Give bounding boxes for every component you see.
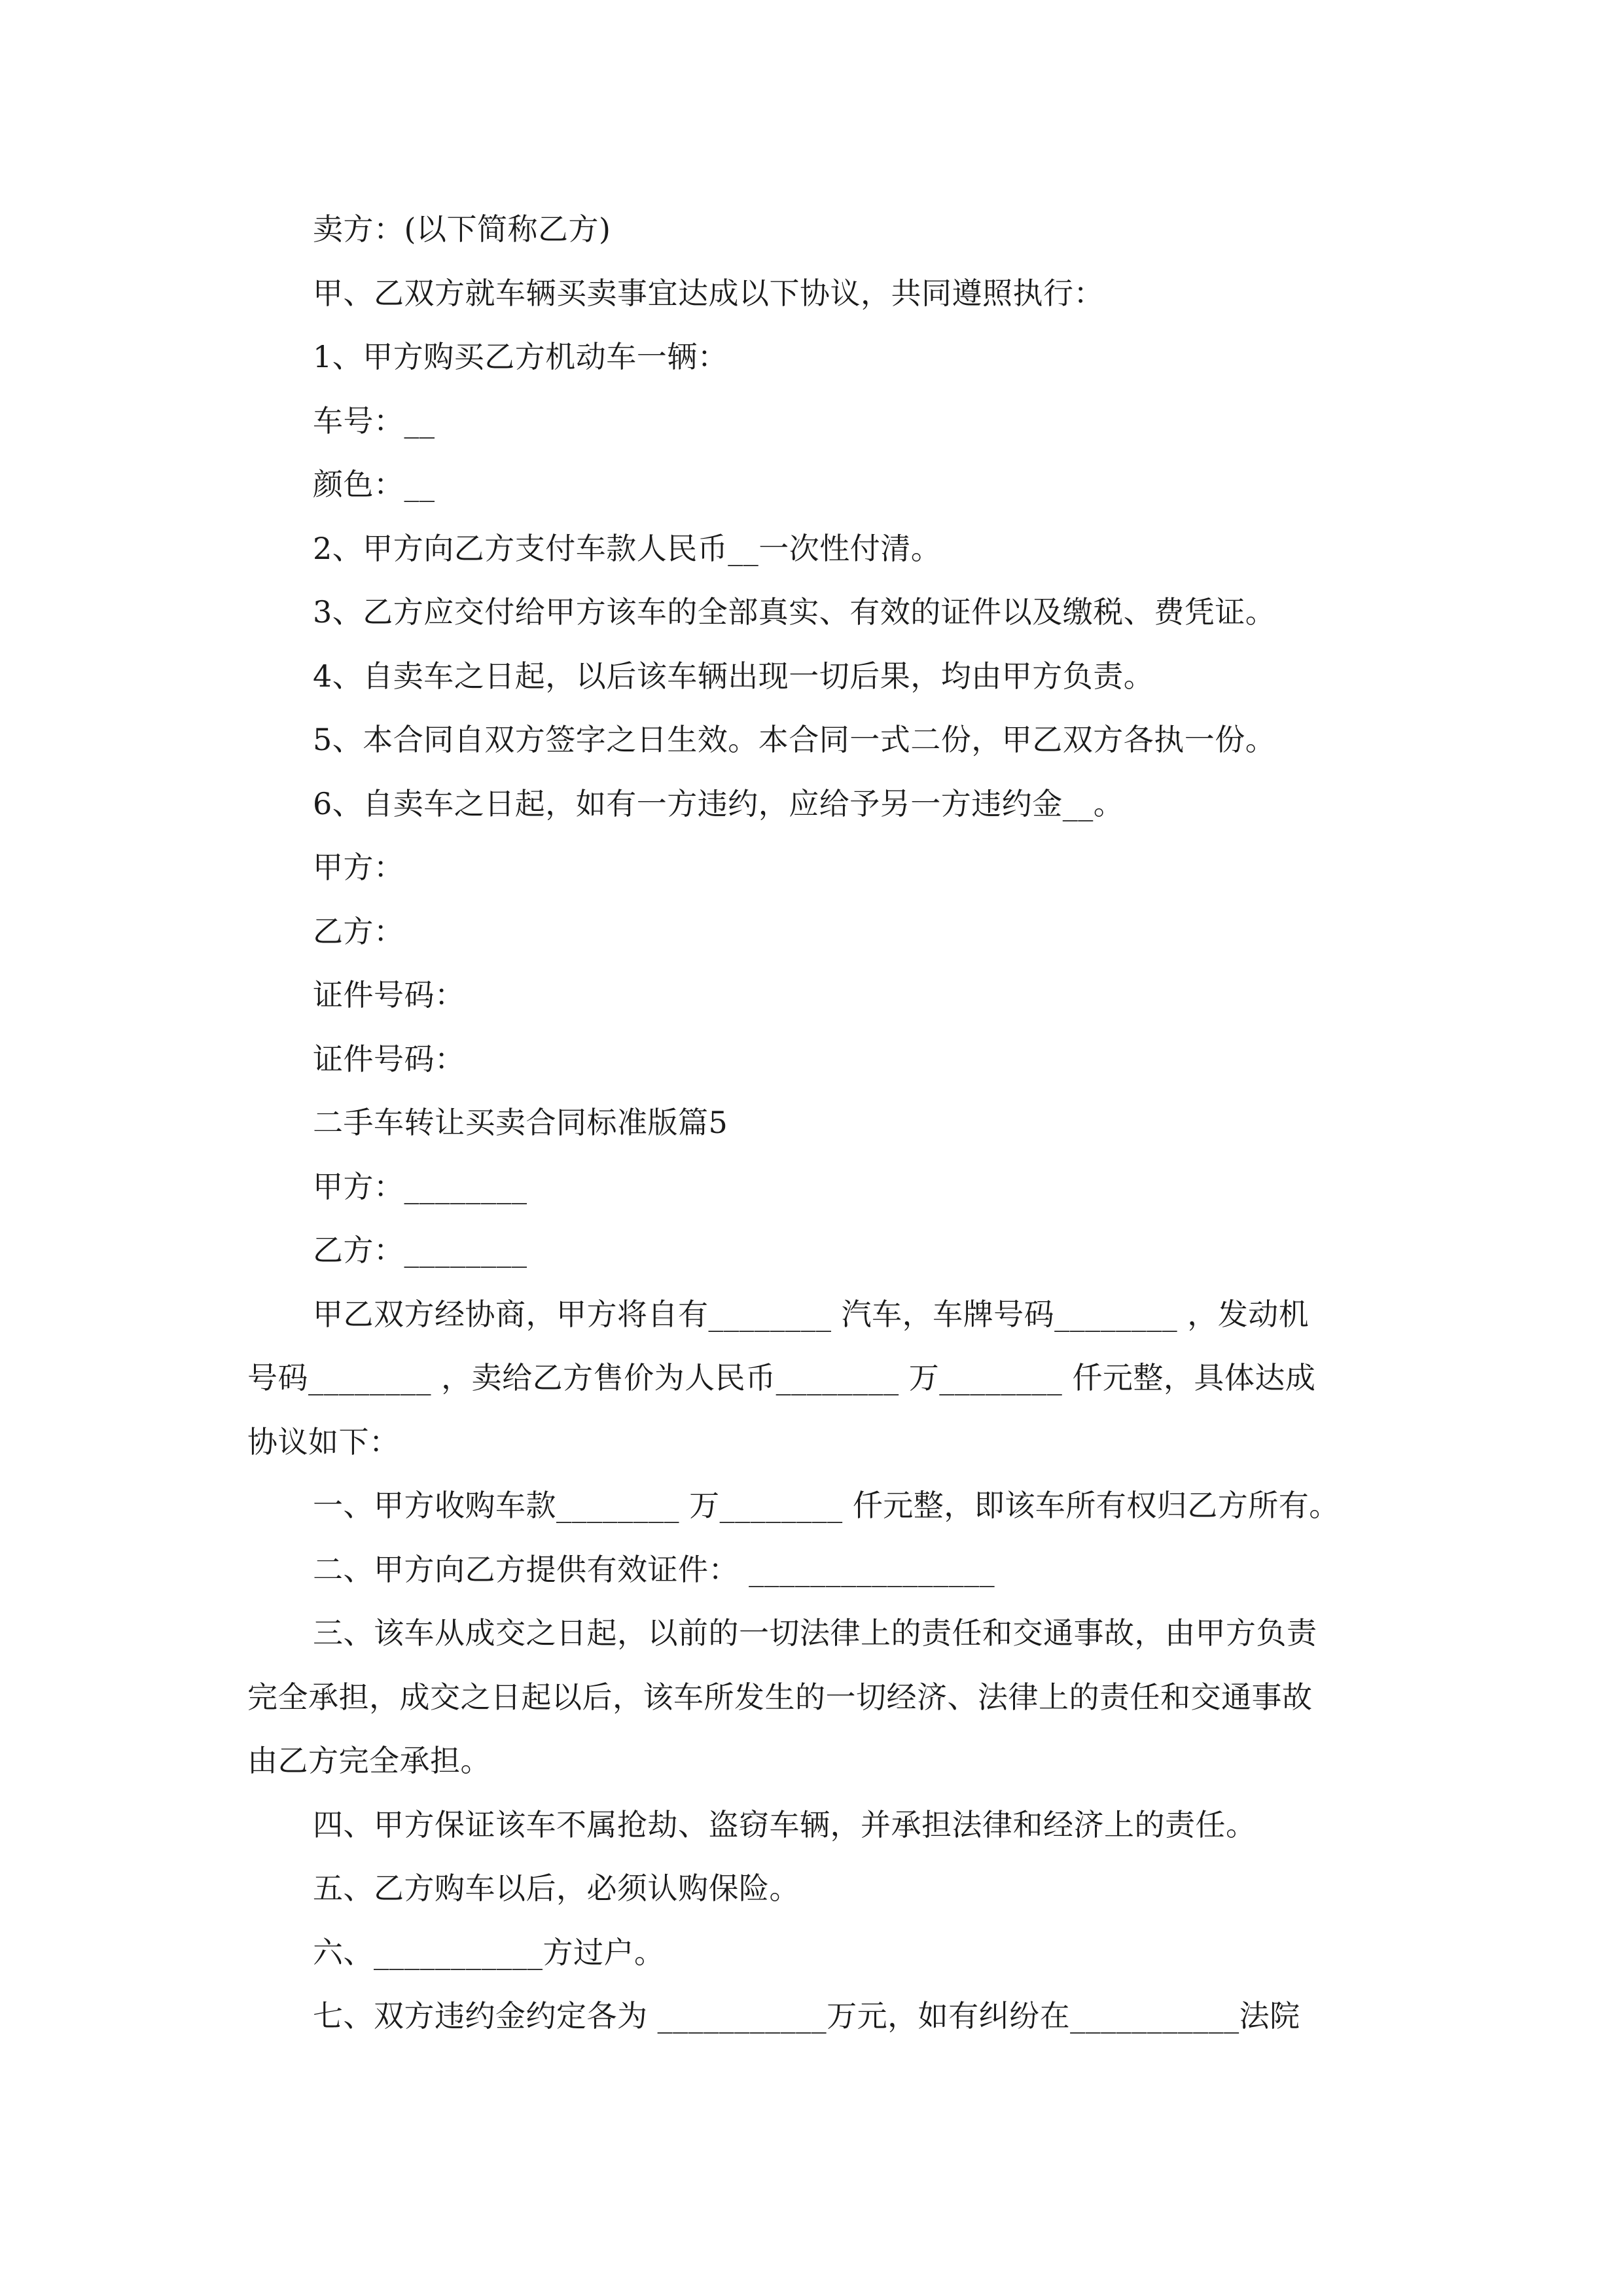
clause-3: 3、乙方应交付给甲方该车的全部真实、有效的证件以及缴税、费凭证。	[313, 594, 1276, 630]
party-b-line: 乙方：________	[313, 1232, 527, 1268]
article-7: 七、双方违约金约定各为 ___________万元，如有纠纷在___________法院	[313, 1998, 1300, 2034]
clause-6: 6、自卖车之日起，如有一方违约，应给予另一方违约金__。	[313, 786, 1124, 821]
color-field: 颜色：__	[313, 467, 435, 502]
plate-number-field: 车号：__	[313, 403, 435, 439]
party-a-line: 甲方：________	[313, 1169, 527, 1204]
paragraph-line: 号码________ ，卖给乙方售价为人民币________ 万________ 仟元整，具体达成	[247, 1360, 1316, 1395]
section-title: 二手车转让买卖合同标准版篇5	[313, 1105, 728, 1140]
party-a-signature: 甲方：	[313, 850, 404, 885]
article-1: 一、甲方收购车款________ 万________ 仟元整，即该车所有权归乙方所有。	[313, 1488, 1340, 1523]
article-2: 二、甲方向乙方提供有效证件： ________________	[313, 1552, 995, 1587]
paragraph-line: 甲乙双方经协商，甲方将自有________ 汽车，车牌号码________ ，发动机	[313, 1297, 1310, 1332]
article-5: 五、乙方购车以后，必须认购保险。	[313, 1871, 800, 1906]
article-6: 六、___________方过户。	[313, 1935, 665, 1970]
clause-2: 2、甲方向乙方支付车款人民币__一次性付清。	[313, 531, 942, 566]
paragraph-line: 协议如下：	[247, 1424, 400, 1460]
article-4: 四、甲方保证该车不属抢劫、盗窃车辆，并承担法律和经济上的责任。	[313, 1807, 1257, 1842]
party-b-id-number: 证件号码：	[313, 1041, 465, 1077]
article-3: 三、该车从成交之日起，以前的一切法律上的责任和交通事故，由甲方负责	[313, 1615, 1317, 1651]
clause-4: 4、自卖车之日起，以后该车辆出现一切后果，均由甲方负责。	[313, 658, 1154, 694]
party-b-signature: 乙方：	[313, 914, 404, 949]
party-a-id-number: 证件号码：	[313, 977, 465, 1013]
seller-line: 卖方：(以下简称乙方)	[313, 211, 611, 247]
agreement-intro: 甲、乙双方就车辆买卖事宜达成以下协议，共同遵照执行：	[313, 276, 1104, 311]
clause-5: 5、本合同自双方签字之日生效。本合同一式二份，甲乙双方各执一份。	[313, 722, 1276, 757]
article-3-cont: 由乙方完全承担。	[247, 1743, 491, 1778]
article-3-cont: 完全承担，成交之日起以后，该车所发生的一切经济、法律上的责任和交通事故	[247, 1679, 1313, 1715]
clause-1: 1、甲方购买乙方机动车一辆：	[313, 339, 728, 374]
